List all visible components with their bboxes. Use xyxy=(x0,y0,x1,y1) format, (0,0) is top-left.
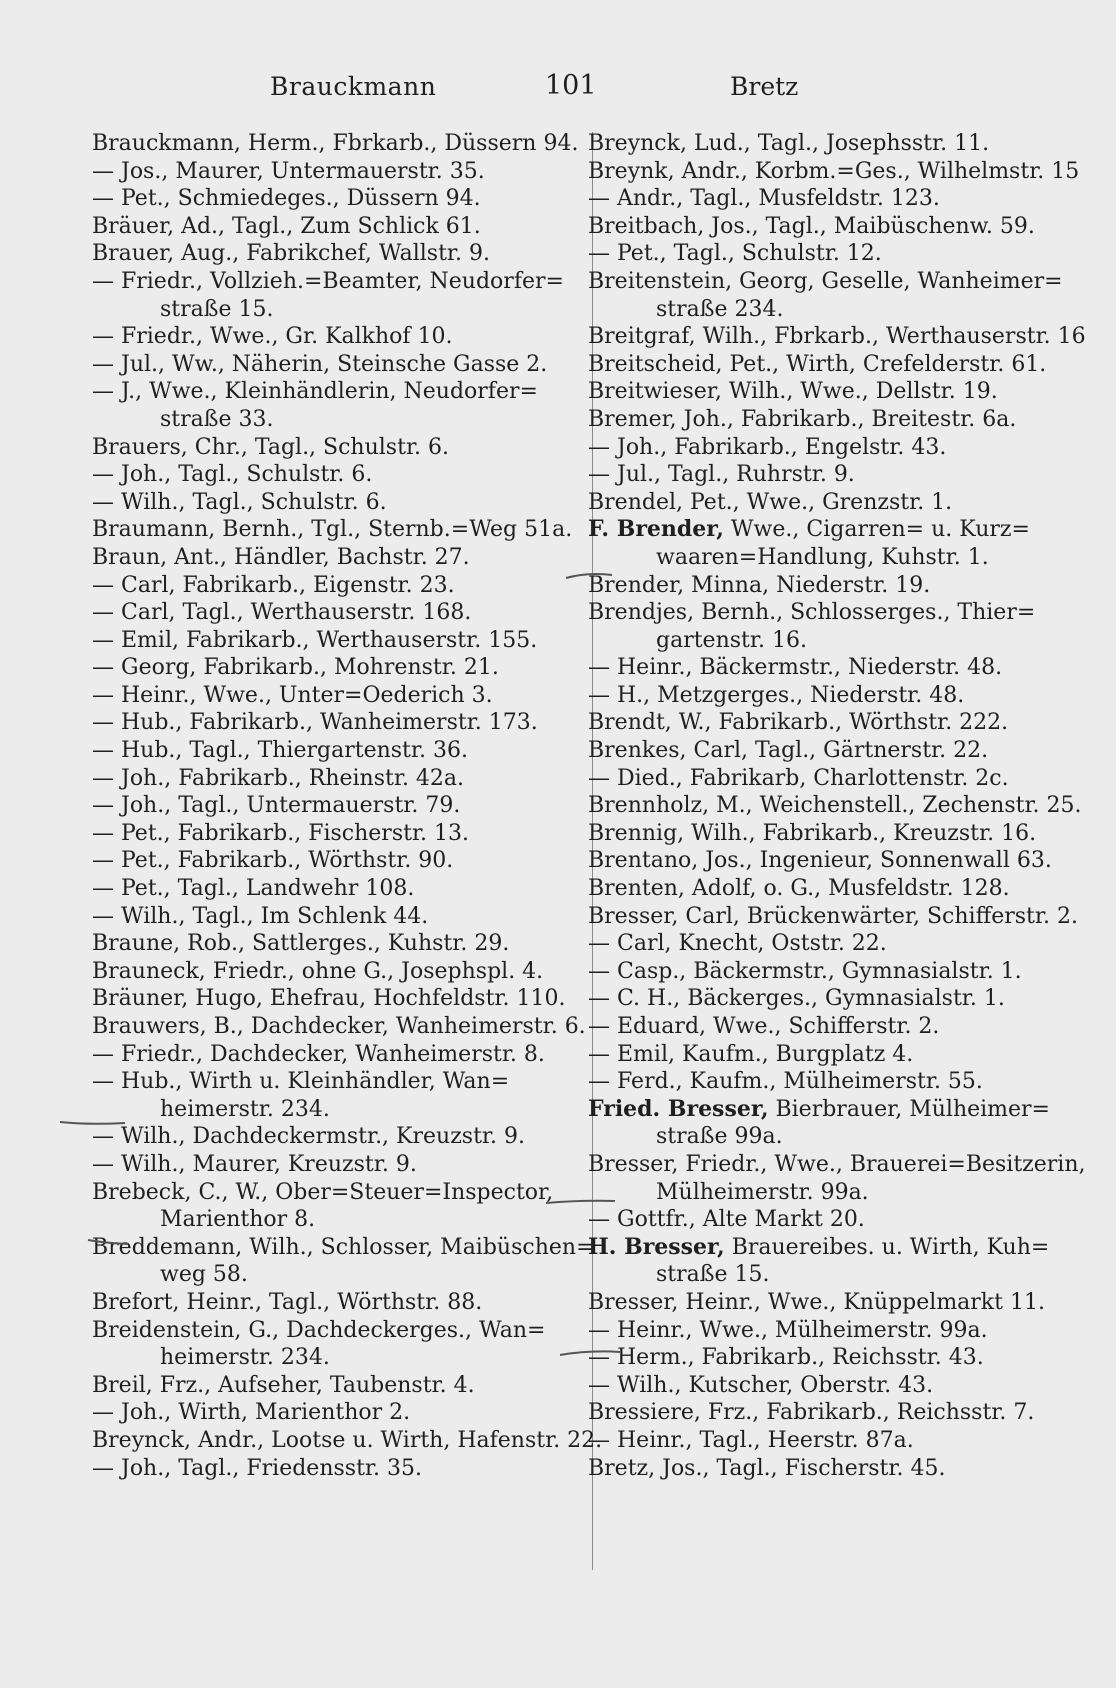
entry-text: — Georg, Fabrikarb., Mohrenstr. 21. xyxy=(92,655,499,681)
pencil-mark-4 xyxy=(546,1201,615,1203)
entry-text: — Casp., Bäckermstr., Gymnasialstr. 1. xyxy=(588,958,1022,984)
entry-text: — Pet., Tagl., Schulstr. 12. xyxy=(588,241,882,267)
entry-text: — Eduard, Wwe., Schifferstr. 2. xyxy=(588,1014,940,1039)
pencil-mark-1 xyxy=(60,1122,125,1124)
entry-text: — Hub., Tagl., Thiergartenstr. 36. xyxy=(92,738,468,764)
entry-text: Breitwieser, Wilh., Wwe., Dellstr. 19. xyxy=(588,379,998,405)
entry-text: — Wilh., Kutscher, Oberstr. 43. xyxy=(588,1372,934,1398)
entry-text: Wwe., Cigarren= u. Kurz= xyxy=(723,517,1030,543)
entry-text: — C. H., Bäckerges., Gymnasialstr. 1. xyxy=(588,986,1005,1012)
entry-text: — Joh., Fabrikarb., Rheinstr. 42a. xyxy=(92,765,465,791)
entry-text: Brauneck, Friedr., ohne G., Josephspl. 4. xyxy=(92,958,544,984)
pencil-mark-3 xyxy=(566,574,612,578)
entry-text: Brauers, Chr., Tagl., Schulstr. 6. xyxy=(92,434,450,460)
entry-text: Breil, Frz., Aufseher, Taubenstr. 4. xyxy=(92,1372,475,1398)
entry-text: weg 58. xyxy=(160,1262,248,1288)
entry-text: Brendel, Pet., Wwe., Grenzstr. 1. xyxy=(588,489,953,515)
entry-text: — Joh., Wirth, Marienthor 2. xyxy=(92,1400,411,1426)
header-left-keyword: Brauckmann xyxy=(270,72,437,101)
entry-text: straße 234. xyxy=(656,296,784,322)
entry-bold-name: H. Bresser, xyxy=(588,1233,725,1260)
entry-text: Brenkes, Carl, Tagl., Gärtnerstr. 22. xyxy=(588,738,989,764)
entry-text: Bresser, Carl, Brückenwärter, Schifferstr. 2. xyxy=(588,903,1078,929)
entry-text: Bierbrauer, Mülheimer= xyxy=(768,1096,1050,1122)
entry-text: — Joh., Tagl., Friedensstr. 35. xyxy=(92,1455,422,1481)
entry-text: — Died., Fabrikarb, Charlottenstr. 2c. xyxy=(588,765,1009,791)
entry-text: — Carl, Tagl., Werthauserstr. 168. xyxy=(92,600,472,626)
entry-text: — Pet., Tagl., Landwehr 108. xyxy=(92,876,415,902)
header-right-keyword: Bretz xyxy=(730,72,799,101)
entry-text: Bresser, Friedr., Wwe., Brauerei=Besitzerin, xyxy=(588,1151,1086,1177)
entry-text: Brennholz, M., Weichenstell., Zechenstr. 25. xyxy=(588,793,1082,819)
entry-text: Brauckmann, Herm., Fbrkarb., Düssern 94. xyxy=(92,131,579,156)
entry-text: Brendt, W., Fabrikarb., Wörthstr. 222. xyxy=(588,710,1009,736)
entry-text: — Friedr., Vollzieh.=Beamter, Neudorfer= xyxy=(92,268,564,294)
entry-text: — Wilh., Tagl., Im Schlenk 44. xyxy=(92,903,429,929)
entry-text: Brauwers, B., Dachdecker, Wanheimerstr. 6. xyxy=(92,1014,586,1039)
entry-text: Breddemann, Wilh., Schlosser, Maibüschen= xyxy=(92,1234,595,1260)
entry-text: Breitscheid, Pet., Wirth, Crefelderstr. 61. xyxy=(588,351,1047,377)
entry-text: — Gottfr., Alte Markt 20. xyxy=(588,1207,865,1233)
entry-text: — Jos., Maurer, Untermauerstr. 35. xyxy=(92,158,485,184)
entry-text: — Wilh., Dachdeckermstr., Kreuzstr. 9. xyxy=(92,1124,525,1150)
entry-text: — Heinr., Bäckermstr., Niederstr. 48. xyxy=(588,655,1003,681)
entry-text: — Emil, Kaufm., Burgplatz 4. xyxy=(588,1041,914,1067)
entry-text: — Carl, Fabrikarb., Eigenstr. 23. xyxy=(92,572,455,598)
entry-text: Breynk, Andr., Korbm.=Ges., Wilhelmstr. 15 xyxy=(588,158,1080,184)
entry-text: waaren=Handlung, Kuhstr. 1. xyxy=(656,544,989,570)
entry-text: Brentano, Jos., Ingenieur, Sonnenwall 63. xyxy=(588,848,1052,874)
entry-text: Bremer, Joh., Fabrikarb., Breitestr. 6a. xyxy=(588,406,1017,432)
entry-text: — Heinr., Tagl., Heerstr. 87a. xyxy=(588,1427,914,1453)
entry-text: — Pet., Fabrikarb., Wörthstr. 90. xyxy=(92,848,454,874)
entry-text: Breitenstein, Georg, Geselle, Wanheimer= xyxy=(588,268,1063,294)
entry-text: Brauer, Aug., Fabrikchef, Wallstr. 9. xyxy=(92,241,490,267)
entry-text: — Wilh., Tagl., Schulstr. 6. xyxy=(92,489,387,515)
entry-text: straße 15. xyxy=(160,296,274,322)
entry-text: — Heinr., Wwe., Mülheimerstr. 99a. xyxy=(588,1317,988,1343)
entry-text: — Friedr., Wwe., Gr. Kalkhof 10. xyxy=(92,324,453,350)
entry-bold-name: Fried. Bresser, xyxy=(588,1095,769,1122)
entry-text: — Joh., Tagl., Untermauerstr. 79. xyxy=(92,793,461,819)
entry-bold-name: F. Brender, xyxy=(588,516,724,543)
entry-text: — Pet., Fabrikarb., Fischerstr. 13. xyxy=(92,820,470,846)
entry-text: Braune, Rob., Sattlerges., Kuhstr. 29. xyxy=(92,931,510,957)
entry-text: — Heinr., Wwe., Unter=Oederich 3. xyxy=(92,682,493,708)
entry-text: Bressiere, Frz., Fabrikarb., Reichsstr. 7. xyxy=(588,1400,1035,1426)
entry-text: Mülheimerstr. 99a. xyxy=(656,1179,869,1205)
entry-text: Breynck, Andr., Lootse u. Wirth, Hafenstr. 22. xyxy=(92,1427,603,1453)
entry-text: — Jul., Ww., Näherin, Steinsche Gasse 2. xyxy=(92,351,548,377)
entry-text: Breidenstein, G., Dachdeckerges., Wan= xyxy=(92,1317,546,1343)
entry-text: straße 15. xyxy=(656,1262,770,1288)
entry-text: Breitbach, Jos., Tagl., Maibüschenw. 59. xyxy=(588,213,1035,239)
entry-text: — Emil, Fabrikarb., Werthauserstr. 155. xyxy=(92,627,538,653)
entry-text: — Jul., Tagl., Ruhrstr. 9. xyxy=(588,462,855,488)
entry-text: Braun, Ant., Händler, Bachstr. 27. xyxy=(92,544,470,570)
entry-text: heimerstr. 234. xyxy=(160,1345,330,1371)
entry-text: Brendjes, Bernh., Schlosserges., Thier= xyxy=(588,600,1036,626)
entry-text: Brefort, Heinr., Tagl., Wörthstr. 88. xyxy=(92,1289,483,1315)
entry-text: Marienthor 8. xyxy=(160,1207,316,1233)
entry-text: — Joh., Fabrikarb., Engelstr. 43. xyxy=(588,434,947,460)
entry-text: Brauereibes. u. Wirth, Kuh= xyxy=(724,1234,1050,1260)
entry-text: Brender, Minna, Niederstr. 19. xyxy=(588,572,931,598)
entry-text: — Ferd., Kaufm., Mülheimerstr. 55. xyxy=(588,1069,983,1095)
entry-text: Bräuner, Hugo, Ehefrau, Hochfeldstr. 110. xyxy=(92,986,566,1012)
entry-text: — Friedr., Dachdecker, Wanheimerstr. 8. xyxy=(92,1041,545,1067)
entry-text: straße 99a. xyxy=(656,1124,783,1150)
entry-text: Brennig, Wilh., Fabrikarb., Kreuzstr. 16. xyxy=(588,820,1037,846)
entry-text: — Joh., Tagl., Schulstr. 6. xyxy=(92,462,373,488)
entry-text: — Herm., Fabrikarb., Reichsstr. 43. xyxy=(588,1345,984,1371)
entry-text: Breitgraf, Wilh., Fbrkarb., Werthauserstr. 16 xyxy=(588,324,1086,350)
entry-text: Brebeck, C., W., Ober=Steuer=Inspector, xyxy=(92,1179,554,1205)
entry-text: — Hub., Wirth u. Kleinhändler, Wan= xyxy=(92,1069,510,1095)
pencil-mark-2 xyxy=(88,1240,128,1244)
entry-text: heimerstr. 234. xyxy=(160,1096,330,1122)
entry-text: — Carl, Knecht, Oststr. 22. xyxy=(588,931,887,957)
entry-text: straße 33. xyxy=(160,406,274,432)
entry-text: — J., Wwe., Kleinhändlerin, Neudorfer= xyxy=(92,379,538,405)
entry-text: Bretz, Jos., Tagl., Fischerstr. 45. xyxy=(588,1455,946,1481)
entry-text: Brenten, Adolf, o. G., Musfeldstr. 128. xyxy=(588,876,1010,902)
entry-text: Braumann, Bernh., Tgl., Sternb.=Weg 51a. xyxy=(92,517,573,543)
entry-text: — Andr., Tagl., Musfeldstr. 123. xyxy=(588,186,940,212)
entry-text: gartenstr. 16. xyxy=(656,627,807,653)
entry-text: — H., Metzgerges., Niederstr. 48. xyxy=(588,682,965,708)
entry-text: — Pet., Schmiedeges., Düssern 94. xyxy=(92,186,481,212)
entry-text: — Wilh., Maurer, Kreuzstr. 9. xyxy=(92,1151,417,1177)
entry-text: Breynck, Lud., Tagl., Josephsstr. 11. xyxy=(588,131,990,156)
entry-text: — Hub., Fabrikarb., Wanheimerstr. 173. xyxy=(92,710,538,736)
page-number: 101 xyxy=(545,70,597,101)
entry-text: Bräuer, Ad., Tagl., Zum Schlick 61. xyxy=(92,213,481,239)
entry-text: Bresser, Heinr., Wwe., Knüppelmarkt 11. xyxy=(588,1289,1045,1315)
pencil-mark-5 xyxy=(560,1351,620,1355)
